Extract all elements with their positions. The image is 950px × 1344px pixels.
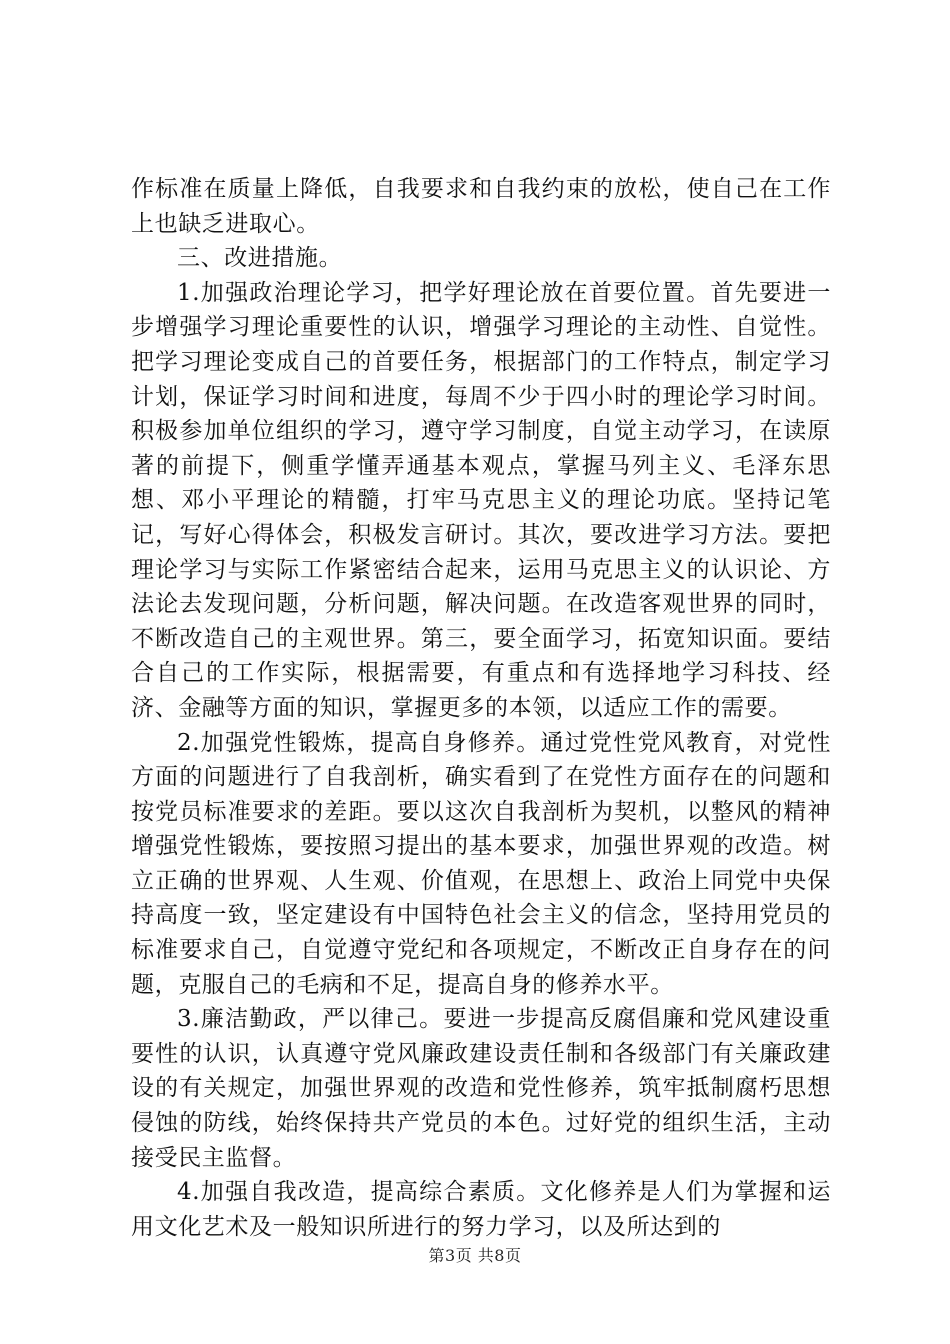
section-heading-improvement-measures: 三、改进措施。	[177, 245, 343, 272]
paragraph-measure-2: 2.加强党性锻炼，提高自身修养。通过党性党风教育，对党性方面的问题进行了自我剖析，确实看到了在党性方面存在的问题和按党员标准要求的差距。要以这次自我剖析为契机，以整风的精神增强党性锻炼，要按照习提出的基本要求，加强世界观的改造。树立正确的世界观、人生观、价值观，在思想上、政治上同党中央保持高度一致，坚定建设有中国特色社会主义的信念，坚持用党员的标准要求自己，自觉遵守党纪和各项规定，不断改正自身存在的问题，克服自己的毛病和不足，提高自身的修养水平。	[131, 729, 831, 998]
paragraph-continuation: 作标准在质量上降低，自我要求和自我约束的放松，使自己在工作上也缺乏进取心。	[131, 176, 831, 237]
paragraph-measure-4: 4.加强自我改造，提高综合素质。文化修养是人们为掌握和运用文化艺术及一般知识所进行的努力学习，以及所达到的	[131, 1179, 831, 1240]
paragraph-measure-3: 3.廉洁勤政，严以律己。要进一步提高反腐倡廉和党风建设重要性的认识，认真遵守党风廉政建设责任制和各级部门有关廉政建设的有关规定，加强世界观的改造和党性修养，筑牢抵制腐朽思想侵蚀的防线，始终保持共产党员的本色。过好党的组织生活，主动接受民主监督。	[131, 1006, 831, 1171]
page-number-footer: 第3页 共8页	[428, 1246, 522, 1265]
paragraph-measure-1: 1.加强政治理论学习，把学好理论放在首要位置。首先要进一步增强学习理论重要性的认识，增强学习理论的主动性、自觉性。把学习理论变成自己的首要任务，根据部门的工作特点，制定学习计划，保证学习时间和进度，每周不少于四小时的理论学习时间。积极参加单位组织的学习，遵守学习制度，自觉主动学习，在读原著的前提下，侧重学懂弄通基本观点，掌握马列主义、毛泽东思想、邓小平理论的精髓，打牢马克思主义的理论功底。坚持记笔记，写好心得体会，积极发言研讨。其次，要改进学习方法。要把理论学习与实际工作紧密结合起来，运用马克思主义的认识论、方法论去发现问题，分析问题，解决问题。在改造客观世界的同时，不断改造自己的主观世界。第三，要全面学习，拓宽知识面。要结合自己的工作实际，根据需要，有重点和有选择地学习科技、经济、金融等方面的知识，掌握更多的本领，以适应工作的需要。	[131, 279, 831, 721]
document-body	[131, 172, 831, 1244]
